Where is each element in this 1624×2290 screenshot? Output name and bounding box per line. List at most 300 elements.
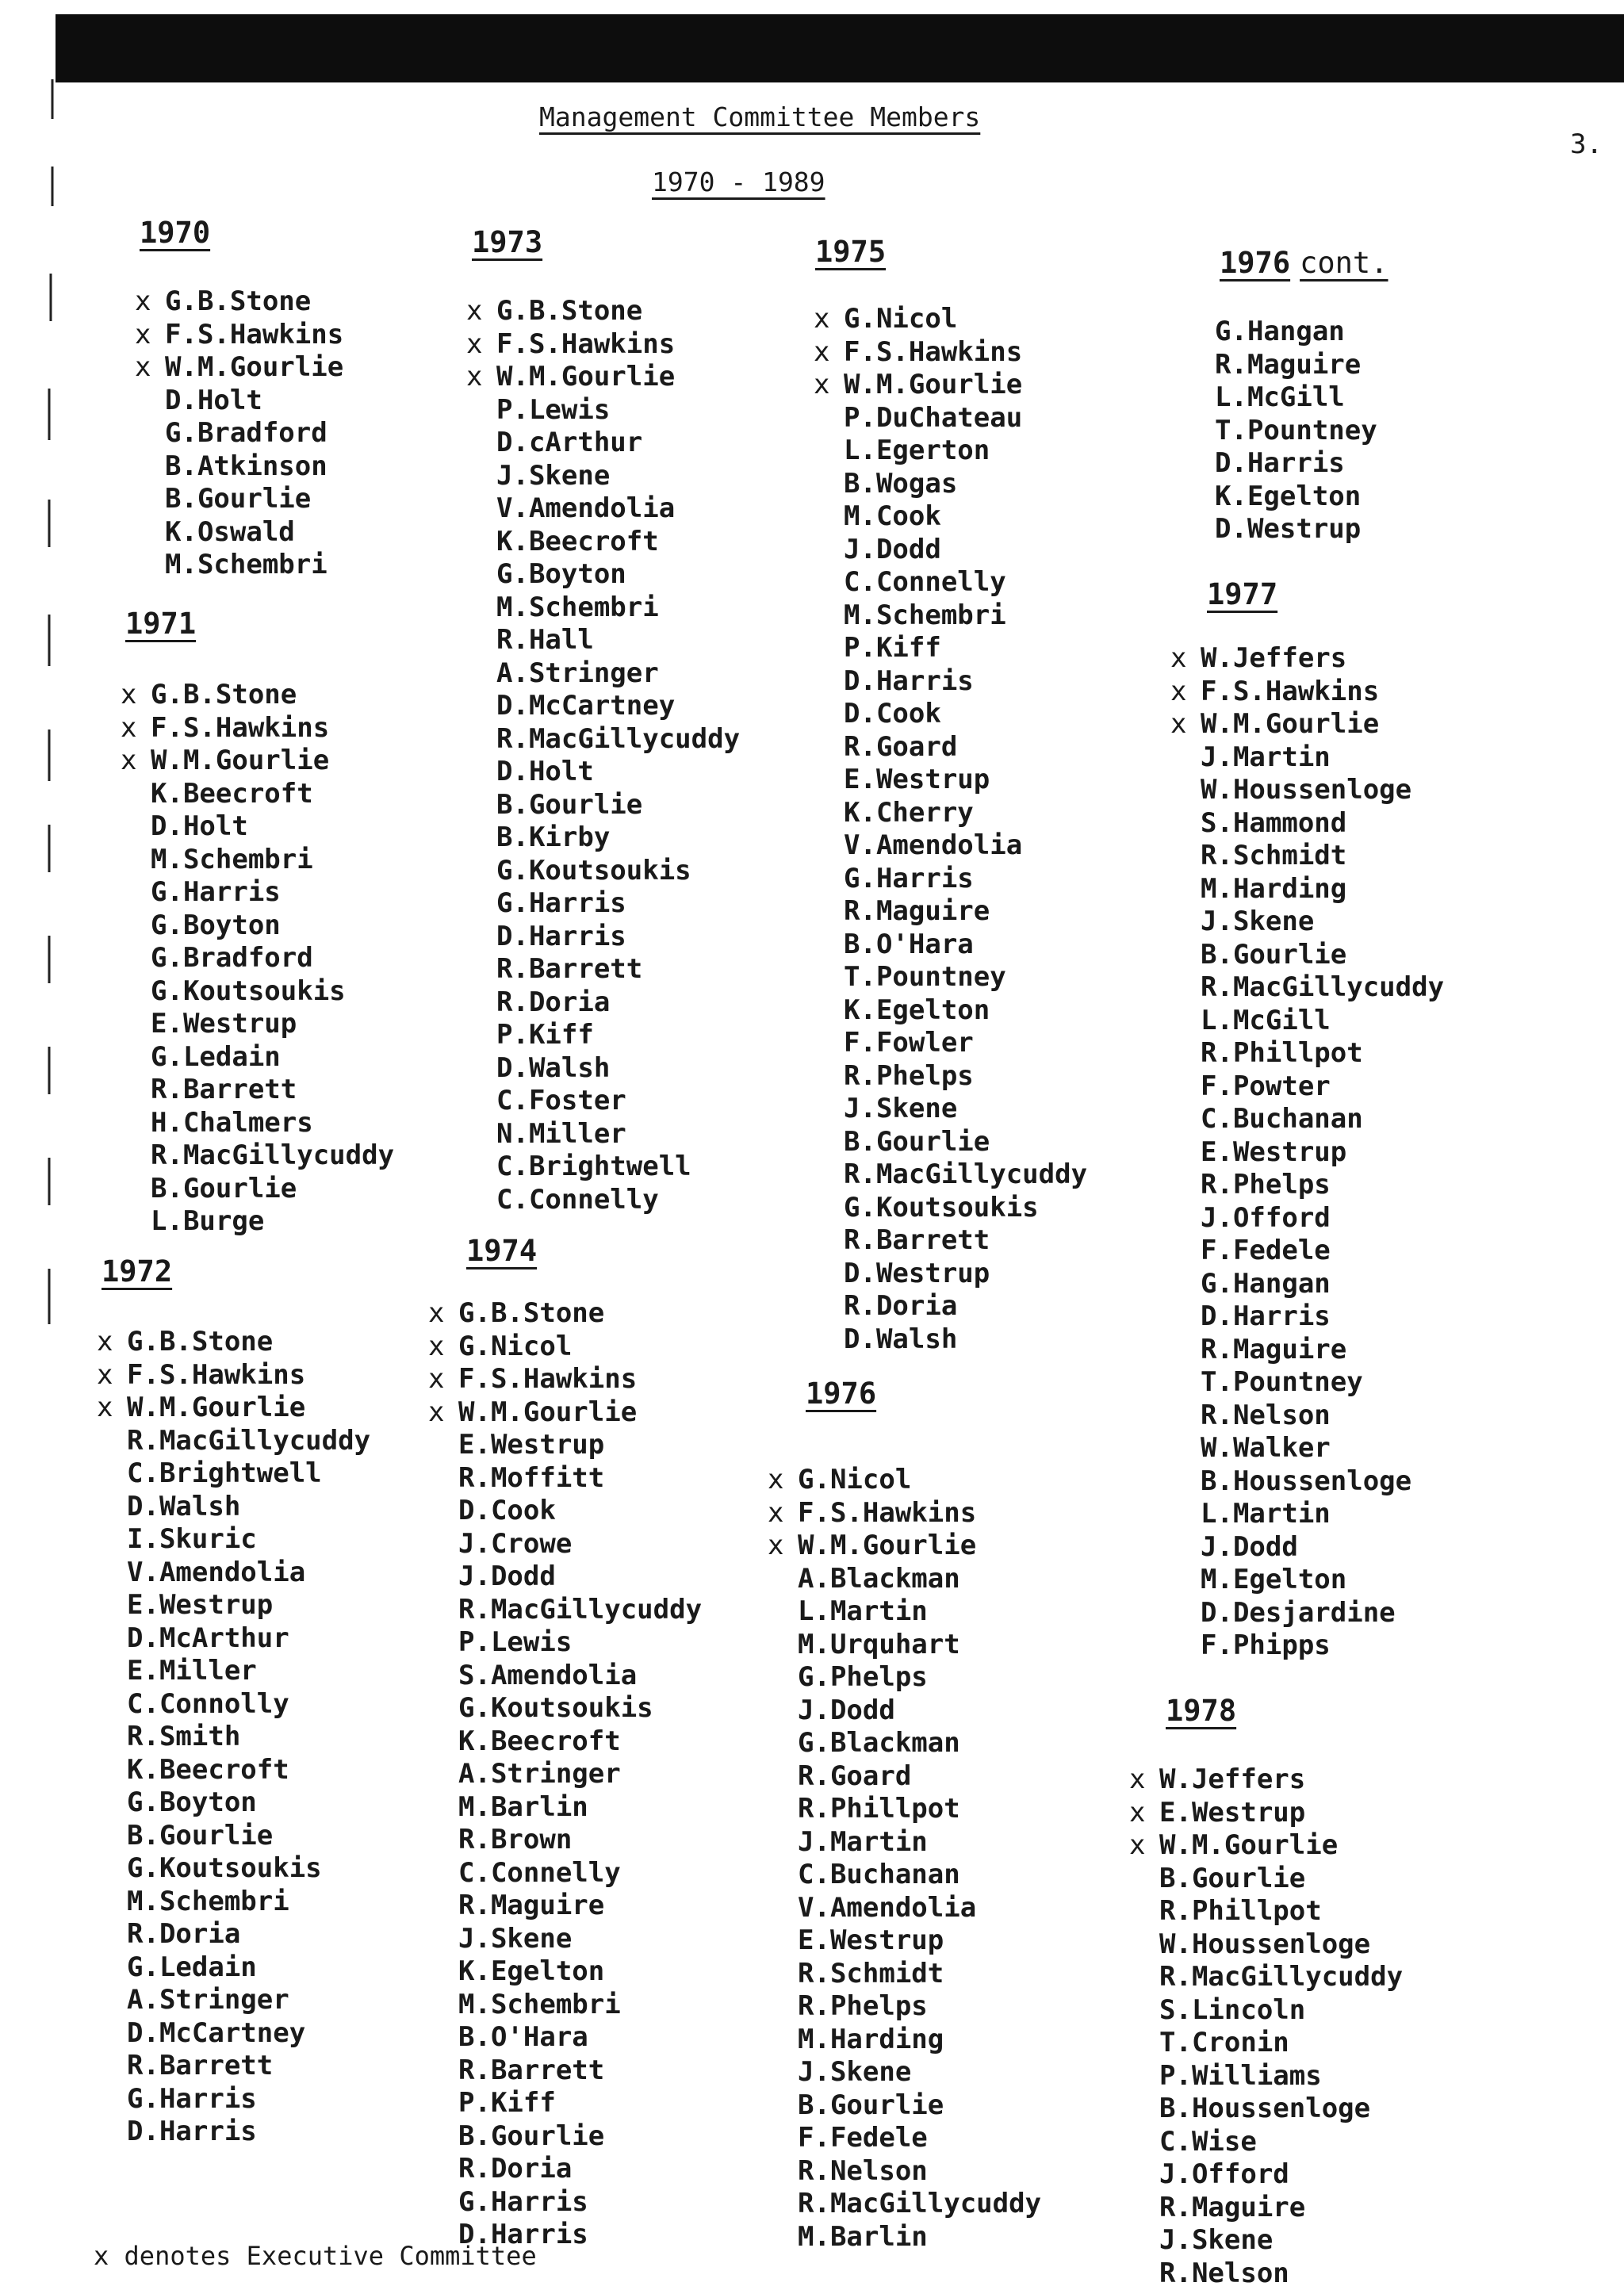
member-name: E.Westrup [458, 1429, 604, 1461]
member-entry [814, 961, 1087, 994]
member-entry [814, 665, 1087, 699]
member-entry [1170, 642, 1444, 676]
member-name: R.Goard [798, 1760, 911, 1792]
member-entry [814, 534, 1087, 567]
member-name: R.Schmidt [798, 1958, 944, 1989]
member-name: F.S.Hawkins [798, 1497, 976, 1529]
member-name: C.Wise [1159, 2126, 1257, 2158]
page-number: 3. [1570, 128, 1603, 160]
member-name: D.Harris [1201, 1300, 1331, 1332]
member-entry [135, 483, 343, 516]
member-name: M.Barlin [798, 2221, 928, 2253]
member-name: G.Blackman [798, 1727, 960, 1759]
member-entry [466, 1151, 740, 1184]
member-entry [121, 712, 394, 745]
member-entry [97, 1491, 370, 1524]
member-name: G.Boyton [496, 558, 626, 590]
member-entry [768, 2089, 1041, 2123]
member-entry [97, 1457, 370, 1491]
member-name: T.Pountney [1201, 1366, 1363, 1398]
member-entry [97, 1721, 370, 1754]
member-entry [135, 549, 343, 582]
member-entry [768, 1595, 1041, 1629]
executive-marker: x [428, 1297, 458, 1331]
executive-marker: x [428, 1396, 458, 1430]
member-name: R.Goard [844, 731, 957, 763]
member-entry [814, 863, 1087, 896]
member-entry [121, 679, 394, 712]
member-name: B.Houssenloge [1201, 1465, 1411, 1497]
member-entry [1170, 1005, 1444, 1038]
member-entry [428, 1528, 702, 1561]
executive-marker: x [121, 745, 151, 778]
member-entry [814, 1192, 1087, 1225]
member-entry [428, 2153, 702, 2186]
member-name: J.Martin [798, 1826, 928, 1858]
member-entry [1129, 2027, 1403, 2060]
member-entry [121, 909, 394, 943]
member-name: C.Foster [496, 1085, 626, 1116]
member-entry [1185, 415, 1377, 448]
member-name: W.M.Gourlie [458, 1396, 637, 1428]
member-entry [1129, 1961, 1403, 1994]
member-name: D.Desjardine [1201, 1597, 1396, 1629]
member-entry [97, 1786, 370, 1820]
member-entry [768, 1563, 1041, 1596]
member-name: F.Fedele [1201, 1235, 1331, 1266]
member-name: B.Gourlie [151, 1173, 297, 1204]
member-name: G.Harris [458, 2186, 588, 2218]
member-name: E.Westrup [844, 764, 990, 795]
member-name: P.DuChateau [844, 402, 1022, 434]
member-name: C.Connelly [496, 1184, 659, 1216]
member-name: W.M.Gourlie [844, 369, 1022, 400]
member-entry [466, 756, 740, 789]
executive-marker: x [768, 1464, 798, 1497]
member-entry [768, 1497, 1041, 1530]
member-entry [814, 1060, 1087, 1093]
member-entry [768, 2122, 1041, 2155]
member-entry [121, 1008, 394, 1041]
member-name: R.Barrett [458, 2054, 604, 2086]
member-name: A.Stringer [127, 1984, 289, 2016]
member-entry [428, 2054, 702, 2088]
member-entry [121, 1139, 394, 1173]
member-entry [466, 624, 740, 657]
member-name: R.Nelson [1159, 2257, 1289, 2289]
member-entry [768, 1924, 1041, 1958]
member-name: D.McArthur [127, 1622, 289, 1654]
year-heading-1976: 1976 [806, 1377, 876, 1411]
member-name: M.Barlin [458, 1791, 588, 1823]
member-name: D.Harris [844, 665, 974, 697]
member-name: L.Martin [798, 1595, 928, 1627]
member-name: K.Cherry [844, 797, 974, 829]
member-entry [466, 953, 740, 986]
member-name: J.Dodd [844, 534, 941, 565]
member-list-1970 [135, 285, 343, 582]
member-name: G.Nicol [798, 1464, 911, 1495]
member-name: C.Buchanan [798, 1859, 960, 1890]
member-name: E.Westrup [127, 1589, 273, 1621]
member-name: G.Harris [496, 887, 626, 919]
member-entry [466, 328, 740, 362]
member-name: W.M.Gourlie [798, 1530, 976, 1561]
member-name: S.Lincoln [1159, 1994, 1305, 2026]
member-entry [97, 1754, 370, 1787]
member-entry [428, 1923, 702, 1956]
member-name: W.M.Gourlie [127, 1392, 305, 1423]
member-entry [814, 797, 1087, 830]
member-entry [768, 2024, 1041, 2057]
member-entry [466, 295, 740, 328]
member-entry [466, 427, 740, 460]
member-name: D.Walsh [127, 1491, 240, 1522]
executive-marker: x [814, 336, 844, 370]
member-entry [768, 1661, 1041, 1695]
member-name: R.Moffitt [458, 1462, 604, 1494]
member-name: G.Nicol [844, 303, 957, 335]
member-name: E.Westrup [798, 1924, 944, 1956]
member-name: K.Beecroft [151, 778, 313, 810]
member-name: D.Cook [844, 698, 941, 730]
member-entry [1170, 774, 1444, 807]
member-name: R.Schmidt [1201, 840, 1346, 871]
member-name: P.Kiff [844, 632, 941, 664]
member-entry [768, 2155, 1041, 2189]
member-name: B.Wogas [844, 468, 957, 500]
member-name: G.Nicol [458, 1331, 572, 1362]
member-entry [428, 1660, 702, 1693]
member-name: D.Harris [458, 2219, 588, 2250]
member-entry [1170, 1334, 1444, 1367]
member-name: R.Maguire [844, 895, 990, 927]
member-entry [768, 1760, 1041, 1794]
member-name: J.Martin [1201, 741, 1331, 773]
member-entry [121, 1205, 394, 1239]
member-entry [814, 336, 1087, 370]
year-heading-1974: 1974 [466, 1234, 537, 1268]
member-entry [814, 698, 1087, 731]
member-entry [1170, 1103, 1444, 1136]
member-name: M.Schembri [127, 1886, 289, 1917]
member-entry [1129, 2257, 1403, 2290]
member-name: D.McCartney [496, 690, 675, 722]
year-heading-1977: 1977 [1207, 577, 1277, 611]
member-name: M.Harding [1201, 873, 1346, 905]
member-name: R.Maguire [1159, 2192, 1305, 2223]
year-heading-1973: 1973 [472, 225, 542, 259]
executive-marker: x [135, 351, 165, 385]
member-entry [466, 526, 740, 559]
member-entry [1129, 1863, 1403, 1896]
member-name: R.Maguire [1201, 1334, 1346, 1365]
member-entry [121, 1107, 394, 1140]
member-entry [1129, 2126, 1403, 2159]
member-name: R.Hall [496, 624, 594, 656]
member-name: V.Amendolia [127, 1557, 305, 1588]
member-entry [466, 394, 740, 427]
member-entry [428, 2120, 702, 2154]
member-entry [466, 986, 740, 1020]
member-entry [121, 810, 394, 844]
member-name: R.Doria [844, 1290, 957, 1322]
member-name: K.Beecroft [127, 1754, 289, 1786]
year-heading-1976-cont [1220, 246, 1388, 280]
member-name: W.Houssenloge [1159, 1928, 1370, 1960]
member-entry [1129, 2158, 1403, 2192]
member-entry [428, 1495, 702, 1528]
member-name: F.Powter [1201, 1070, 1331, 1102]
member-name: D.Harris [1215, 447, 1345, 479]
member-entry [1170, 1432, 1444, 1465]
member-name: R.Phillpot [798, 1793, 960, 1825]
member-entry [121, 876, 394, 909]
member-name: D.Walsh [496, 1052, 610, 1084]
member-name: C.Brightwell [496, 1151, 691, 1182]
member-entry [428, 2087, 702, 2120]
member-name: B.Houssenloge [1159, 2093, 1370, 2124]
member-entry [135, 450, 343, 484]
member-name: R.Phillpot [1159, 1895, 1322, 1927]
year-heading-1971: 1971 [125, 607, 196, 641]
member-name: W.M.Gourlie [1201, 708, 1379, 740]
member-entry [1170, 1268, 1444, 1301]
member-entry [135, 417, 343, 450]
member-entry [814, 566, 1087, 599]
member-name: D.Holt [165, 385, 262, 416]
member-entry [121, 1173, 394, 1206]
member-name: S.Amendolia [458, 1660, 637, 1691]
member-entry [428, 1989, 702, 2022]
member-name: T.Pountney [1215, 415, 1377, 446]
member-name: G.B.Stone [496, 295, 642, 327]
member-name: A.Stringer [458, 1758, 621, 1790]
member-name: J.Dodd [1201, 1531, 1298, 1563]
member-entry [1170, 1366, 1444, 1400]
member-entry [121, 942, 394, 975]
member-entry [1170, 1037, 1444, 1070]
member-entry [428, 1758, 702, 1791]
member-entry [135, 385, 343, 418]
member-entry [428, 1725, 702, 1759]
member-name: R.Phillpot [1201, 1037, 1363, 1069]
member-entry [466, 492, 740, 526]
member-name: C.Connolly [127, 1688, 289, 1720]
executive-marker: x [466, 328, 496, 362]
member-name: G.B.Stone [127, 1326, 273, 1358]
executive-marker: x [1170, 642, 1201, 676]
member-entry [814, 1224, 1087, 1258]
member-entry [1170, 1597, 1444, 1630]
member-name: R.MacGillycuddy [1201, 971, 1444, 1003]
member-entry [466, 723, 740, 756]
member-entry [1185, 513, 1377, 546]
member-entry [121, 1041, 394, 1074]
member-name: L.Martin [1201, 1498, 1331, 1530]
member-name: L.Egerton [844, 435, 990, 466]
member-name: R.MacGillycuddy [798, 2188, 1041, 2219]
executive-marker: x [1170, 708, 1201, 741]
member-entry [1185, 349, 1377, 382]
member-entry [428, 1297, 702, 1331]
member-name: C.Brightwell [127, 1457, 322, 1489]
member-entry [814, 632, 1087, 665]
member-name: R.MacGillycuddy [151, 1139, 394, 1171]
member-entry [1170, 971, 1444, 1005]
member-entry [1170, 1498, 1444, 1531]
member-name: J.Offord [1201, 1202, 1331, 1234]
member-name: V.Amendolia [496, 492, 675, 524]
member-entry [466, 1118, 740, 1151]
member-entry [768, 1727, 1041, 1760]
member-name: W.Walker [1201, 1432, 1331, 1464]
member-entry [1129, 2060, 1403, 2093]
member-name: F.S.Hawkins [127, 1359, 305, 1391]
member-name: G.Boyton [127, 1786, 257, 1818]
member-name: G.Bradford [165, 417, 327, 449]
member-entry [1170, 1629, 1444, 1663]
member-entry [97, 1326, 370, 1359]
member-entry [97, 1392, 370, 1425]
member-name: B.Gourlie [165, 483, 311, 515]
member-name: R.Doria [127, 1918, 240, 1950]
member-list-1976-cont [1185, 316, 1377, 546]
member-entry [814, 895, 1087, 929]
member-list-1976 [768, 1464, 1041, 2254]
member-entry [135, 516, 343, 550]
member-name: R.MacGillycuddy [1159, 1961, 1403, 1993]
member-entry [768, 1629, 1041, 1662]
member-entry [1129, 2224, 1403, 2257]
member-name: J.Dodd [458, 1560, 556, 1592]
member-name: G.Koutsoukis [496, 855, 691, 887]
member-name: G.Harris [127, 2083, 257, 2115]
member-name: E.Westrup [151, 1008, 297, 1040]
member-name: R.MacGillycuddy [127, 1425, 370, 1457]
member-name: W.M.Gourlie [165, 351, 343, 383]
member-name: F.S.Hawkins [1201, 676, 1379, 707]
member-name: G.Bradford [151, 942, 313, 974]
executive-marker: x [97, 1359, 127, 1392]
member-entry [466, 1052, 740, 1086]
member-name: R.Barrett [127, 2050, 273, 2081]
member-name: F.S.Hawkins [151, 712, 329, 744]
member-entry [768, 1990, 1041, 2024]
continued-label: cont. [1300, 246, 1388, 280]
member-entry [1170, 1531, 1444, 1564]
member-name: P.Williams [1159, 2060, 1322, 2092]
member-entry [814, 369, 1087, 402]
member-name: A.Stringer [496, 657, 659, 689]
member-list-1972 [97, 1326, 370, 2149]
member-name: G.Ledain [151, 1041, 281, 1073]
member-name: J.Skene [496, 460, 610, 492]
member-entry [1170, 1136, 1444, 1170]
member-name: R.Phelps [844, 1060, 974, 1092]
member-name: F.Fedele [798, 2122, 928, 2154]
member-name: J.Skene [1201, 906, 1314, 937]
date-range: 1970 - 1989 [652, 167, 825, 197]
member-entry [768, 1695, 1041, 1728]
member-name: M.Schembri [844, 599, 1006, 631]
member-name: W.Houssenloge [1201, 774, 1411, 806]
member-entry [814, 1126, 1087, 1159]
member-name: G.Koutsoukis [151, 975, 346, 1007]
executive-marker: x [814, 369, 844, 402]
member-entry [428, 1692, 702, 1725]
member-entry [97, 1655, 370, 1688]
member-entry [466, 855, 740, 888]
member-entry [428, 1396, 702, 1430]
member-entry [814, 303, 1087, 336]
member-entry [814, 1158, 1087, 1192]
member-entry [466, 921, 740, 954]
member-entry [466, 657, 740, 691]
member-entry [1170, 1235, 1444, 1268]
footnote-executive-committee: x denotes Executive Committee [94, 2241, 537, 2274]
member-name: G.Hangan [1201, 1268, 1331, 1300]
member-name: B.Atkinson [165, 450, 327, 482]
member-entry [1129, 2192, 1403, 2225]
member-entry [97, 1589, 370, 1622]
member-entry [1170, 906, 1444, 939]
member-name: G.Phelps [798, 1661, 928, 1693]
member-entry [768, 2188, 1041, 2221]
year-heading-1972: 1972 [102, 1254, 172, 1289]
member-name: V.Amendolia [798, 1892, 976, 1924]
member-name: L.McGill [1201, 1005, 1331, 1036]
member-entry [814, 1258, 1087, 1291]
member-entry [1170, 1202, 1444, 1235]
executive-marker: x [428, 1363, 458, 1396]
member-name: R.Doria [458, 2153, 572, 2185]
executive-marker: x [121, 679, 151, 712]
executive-marker: x [466, 295, 496, 328]
member-entry [97, 1820, 370, 1853]
member-name: G.Ledain [127, 1951, 257, 1983]
executive-marker: x [97, 1326, 127, 1359]
member-name: G.B.Stone [165, 285, 311, 317]
member-entry [97, 2083, 370, 2116]
member-list-1971 [121, 679, 394, 1239]
member-entry [768, 2221, 1041, 2254]
member-entry [1170, 1300, 1444, 1334]
member-name: G.Harris [844, 863, 974, 894]
member-entry [814, 1027, 1087, 1060]
executive-marker: x [97, 1392, 127, 1425]
member-name: D.McCartney [127, 2017, 305, 2049]
member-name: B.Gourlie [1201, 939, 1346, 971]
member-name: R.Phelps [1201, 1169, 1331, 1201]
member-entry [135, 351, 343, 385]
member-entry [814, 994, 1087, 1028]
member-name: M.Harding [798, 2024, 944, 2055]
member-name: R.MacGillycuddy [844, 1158, 1087, 1190]
member-entry [466, 1184, 740, 1217]
member-entry [428, 1890, 702, 1923]
member-entry [97, 1852, 370, 1886]
executive-marker: x [814, 303, 844, 336]
page-title: Management Committee Members [539, 101, 980, 132]
member-name: S.Hammond [1201, 807, 1346, 839]
member-name: C.Connelly [844, 566, 1006, 598]
member-name: R.Brown [458, 1824, 572, 1855]
member-name: R.Barrett [844, 1224, 990, 1256]
member-name: P.Kiff [458, 2087, 556, 2119]
member-name: R.MacGillycuddy [458, 1594, 702, 1626]
member-entry [768, 1530, 1041, 1563]
